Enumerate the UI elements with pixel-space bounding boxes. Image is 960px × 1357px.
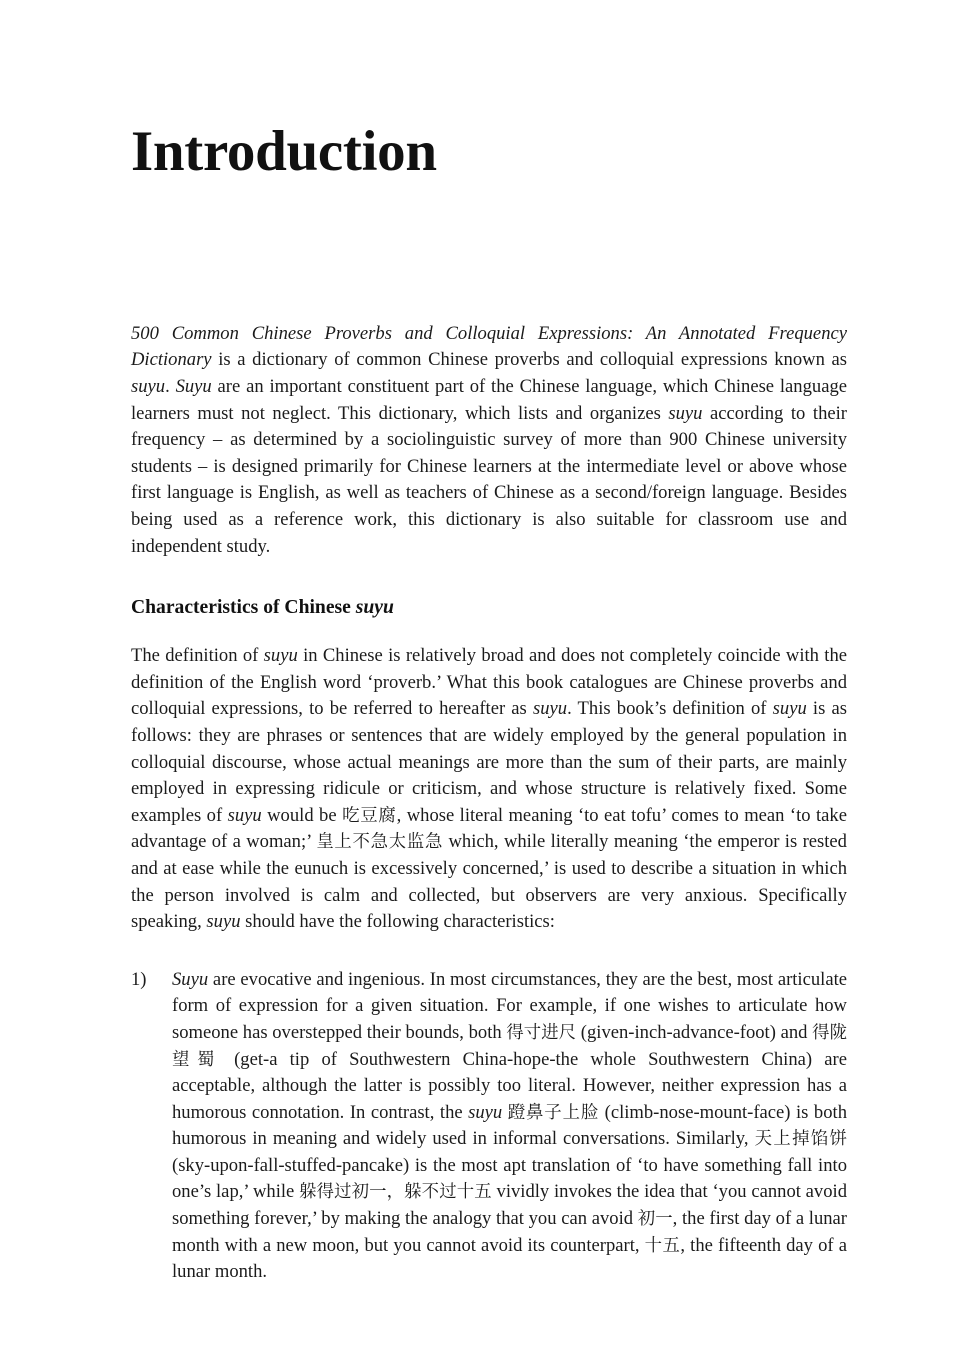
item-segment-9: , the fifteenth day of a lunar month. xyxy=(172,1234,847,1283)
def-segment-5: would be xyxy=(261,804,343,826)
list-item xyxy=(131,967,847,1286)
section-heading-text: Characteristics of Chinese xyxy=(131,597,356,619)
intro-segment-1: is a dictionary of common Chinese proverbs and colloquial expressions known as xyxy=(211,349,847,371)
suyu-term: suyu xyxy=(263,645,298,667)
section-heading-italic-term: suyu xyxy=(355,597,394,619)
hanzi-dengbizi-shanglian: 蹬鼻子上脸 xyxy=(507,1102,600,1123)
hanzi-tianshang-diaoxianbing: 天上掉馅饼 xyxy=(754,1129,847,1150)
list-item-body xyxy=(172,967,847,1286)
suyu-term: suyu xyxy=(532,698,568,720)
page-content-column xyxy=(131,0,847,1286)
suyu-term: suyu xyxy=(227,804,262,826)
suyu-term: suyu xyxy=(668,402,703,424)
item-segment-8: , the first day of a lunar month with a new moon, but you cannot avoid its counterpart, xyxy=(172,1208,847,1256)
suyu-term: suyu xyxy=(206,911,241,933)
intro-paragraph xyxy=(131,321,847,560)
suyu-term: Suyu xyxy=(172,968,209,990)
intro-segment-4: according to their frequency – as determined by a sociolinguistic survey of more than 900 Chinese university students – is designed primarily for Chinese learners at the intermediate level or above whose first language is English, as well as teachers of Chinese as a second/foreign language. Besides being used as a reference work, this dictionary is also suitable for classroom use and independent study. xyxy=(131,402,847,557)
item-segment-6: (sky-upon-fall-stuffed-pancake) is the most apt translation of ‘to have something fall into one’s lap,’ while xyxy=(172,1154,847,1203)
item-segment-2: (given-inch-advance-foot) and xyxy=(576,1021,813,1043)
item-segment-3: (get-a tip of Southwestern China-hope-the whole Southwestern China) are acceptable, although the latter is possibly too literal. However, neither expression has a humorous connotation. In contrast, the xyxy=(172,1048,847,1123)
characteristics-list xyxy=(131,936,847,1286)
def-segment-3: . This book’s definition of xyxy=(567,698,773,720)
item-segment-7: vividly invokes the idea that ‘you cannot avoid something forever,’ by making the analogy that you can avoid xyxy=(172,1181,847,1230)
def-segment-2: in Chinese is relatively broad and does not completely coincide with the definition of the English word ‘proverb.’ What this book catalogues are Chinese proverbs and colloquial expressions, to be referred to hereafter as xyxy=(131,645,847,720)
suyu-term: suyu xyxy=(131,376,166,398)
hanzi-chuyi: 初一 xyxy=(637,1209,673,1230)
page-title: Introduction xyxy=(131,120,437,183)
suyu-term: suyu xyxy=(772,698,807,720)
def-segment-7: which, while literally meaning ‘the emperor is rested and at ease while the eunuch is excessively concerned,’ is used to describe a situation in which the person involved is calm and collected, but observers are very anxious. Specifically speaking, xyxy=(131,831,847,933)
hanzi-shiwu: 十五 xyxy=(644,1235,681,1256)
suyu-term: suyu xyxy=(468,1101,503,1123)
intro-segment-3: are an important constituent part of the Chinese language, which Chinese language learners must not neglect. This dictionary, which lists and organizes xyxy=(131,376,848,424)
suyu-term: Suyu xyxy=(175,376,212,398)
hanzi-decun-jinchi: 得寸进尺 xyxy=(506,1022,577,1043)
def-segment-8: should have the following characteristics: xyxy=(240,911,555,933)
def-segment-1: The definition of xyxy=(131,645,264,667)
def-segment-6: , whose literal meaning ‘to eat tofu’ comes to mean ‘to take advantage of a woman;’ xyxy=(131,804,847,853)
hanzi-huangshang-buji: 皇上不急太监急 xyxy=(316,832,444,853)
intro-segment-2: . xyxy=(165,376,176,398)
item-segment-5: (climb-nose-mount-face) is both humorous in meaning and widely used in informal conversations. Similarly, xyxy=(172,1101,847,1150)
definition-paragraph xyxy=(131,643,847,936)
hanzi-chi-doufu: 吃豆腐 xyxy=(342,805,397,826)
hanzi-duodeguo-chuyi: 躲得过初一，躲不过十五 xyxy=(299,1182,492,1203)
section-heading xyxy=(131,560,847,620)
book-title-italic: 500 Common Chinese Proverbs and Colloquial Expressions: An Annotated Frequency Dictionary xyxy=(131,322,847,371)
hanzi-delong-wangshu: 得陇望蜀 xyxy=(172,1022,847,1070)
def-segment-4: is as follows: they are phrases or sentences that are widely employed by the general population in colloquial discourse, whose actual meanings are more than the sum of their parts, are mainly employed in expressing ridicule or criticism, and whose structure is relatively fixed. Some examples of xyxy=(131,698,847,826)
item-segment-1: are evocative and ingenious. In most circumstances, they are the best, most articulate form of expression for a given situation. For example, if one wishes to articulate how someone has overstepped their bounds, both xyxy=(172,968,847,1043)
list-item-marker: 1) xyxy=(131,968,147,990)
